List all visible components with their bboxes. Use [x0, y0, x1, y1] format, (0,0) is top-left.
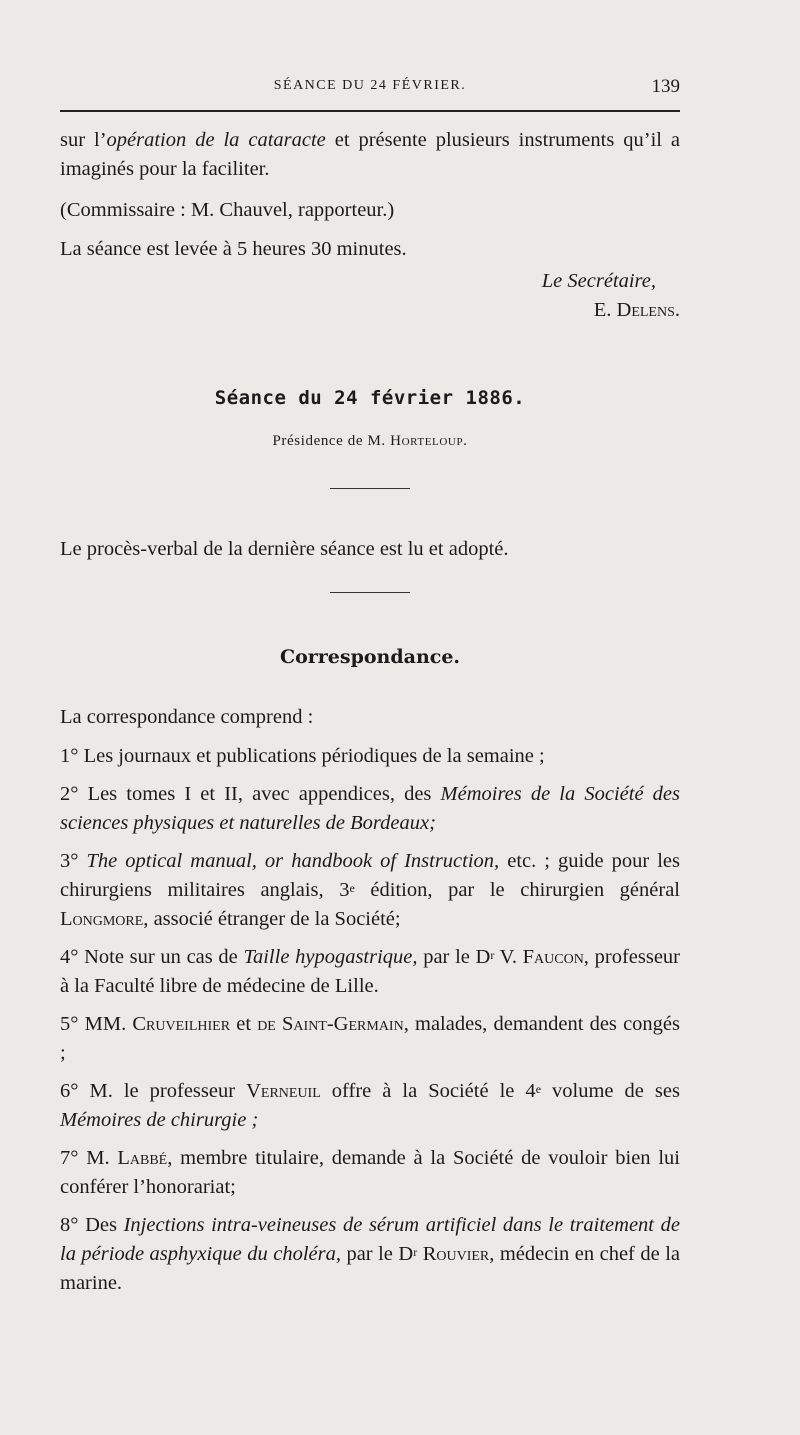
text-run: sur l’ — [60, 129, 107, 151]
item-number: 1° — [60, 745, 79, 767]
secretaire-label — [60, 267, 680, 296]
page-number: 139 — [651, 76, 680, 97]
paragraph-levee: La séance est levée à 5 heures 30 minutes. — [60, 238, 407, 260]
president-name: Horteloup. — [390, 433, 468, 449]
list-item — [60, 943, 680, 1001]
section-divider — [330, 488, 410, 489]
text-run: par le D — [340, 1243, 414, 1265]
text-run: Note sur un cas de — [78, 946, 244, 968]
text-run: Des — [78, 1214, 124, 1236]
person-name: Longmore, — [60, 908, 149, 930]
text-run: membre titulaire, demande à la Société de vouloir bien lui conférer l’honorariat; — [60, 1147, 680, 1198]
text-run: édition, par le chirurgien général — [354, 879, 680, 901]
person-name: Rouvier, — [422, 1243, 495, 1265]
list-item — [60, 780, 680, 838]
person-name: de Saint-Germain, — [257, 1013, 409, 1035]
page-header — [60, 76, 680, 100]
italic-run: Mémoires de chirurgie ; — [60, 1109, 259, 1131]
item-number: 6° — [60, 1080, 79, 1102]
text-run: Les tomes I et II, avec appendices, des — [78, 783, 441, 805]
page-body — [60, 126, 680, 1298]
text-run: offre à la Société le 4 — [320, 1080, 536, 1102]
superscript: e — [349, 881, 355, 895]
item-number: 2° — [60, 783, 79, 805]
italic-run: Injections intra-veineuses de sérum artificiel dans le traitement de la période asphyxique du choléra, — [60, 1214, 680, 1265]
text-run: médecin en chef de la marine. — [60, 1243, 680, 1294]
session-title: Séance du 24 février 1886. — [214, 387, 526, 409]
list-item — [60, 1077, 680, 1135]
item-number: 8° — [60, 1214, 79, 1236]
text-run: et présente plusieurs instruments qu’il a imaginés pour la faciliter. — [60, 129, 681, 180]
text-run: associé étranger de la Société; — [148, 908, 401, 930]
list-item — [60, 1211, 680, 1298]
italic-run: Le Secrétaire, — [541, 270, 656, 292]
text-run: MM. — [78, 1013, 133, 1035]
superscript: e — [535, 1082, 542, 1096]
item-number: 4° — [60, 946, 79, 968]
section-divider — [330, 592, 410, 593]
person-name: Cruveilhier — [132, 1013, 231, 1035]
list-item — [60, 742, 680, 771]
italic-run: opération de la cataracte — [106, 129, 326, 151]
text-run: Les journaux et publications périodiques de la semaine ; — [78, 745, 545, 767]
text-run: E. — [593, 299, 617, 321]
italic-run: Mémoires de la Société des sciences physiques et naturelles de Bordeaux; — [60, 783, 680, 834]
text-run: volume de ses — [541, 1080, 680, 1102]
superscript: r — [413, 1245, 418, 1259]
person-name: Labbé, — [117, 1147, 173, 1169]
text-run: malades, demandent des congés ; — [60, 1013, 680, 1064]
item-number: 5° — [60, 1013, 79, 1035]
paragraph-cataracte — [60, 126, 680, 184]
italic-run: Taille hypogastrique, — [243, 946, 418, 968]
text-run: etc. ; guide pour les chirurgiens militaires anglais, 3 — [60, 850, 681, 901]
secretaire-signature — [60, 296, 680, 325]
text-run: et — [230, 1013, 258, 1035]
person-name: Faucon, — [522, 946, 589, 968]
correspondance-intro: La correspondance comprend : — [60, 706, 314, 728]
text-run: M. le professeur — [78, 1080, 247, 1102]
text-run: M. — [78, 1147, 118, 1169]
person-name: Verneuil — [246, 1080, 321, 1102]
signature-name: Delens. — [616, 299, 680, 321]
text-run: professeur à la Faculté libre de médecine de Lille. — [60, 946, 680, 997]
list-item — [60, 1144, 680, 1202]
italic-run: The optical manual, or handbook of Instruction, — [86, 850, 500, 872]
text-run: V. — [494, 946, 523, 968]
text-run: Présidence de M. — [272, 433, 391, 449]
item-number: 3° — [60, 850, 79, 872]
list-item — [60, 847, 680, 934]
presidence-line — [60, 427, 680, 456]
paragraph-proces-verbal: Le procès-verbal de la dernière séance est lu et adopté. — [60, 538, 509, 560]
header-rule — [60, 110, 680, 112]
superscript: r — [490, 948, 495, 962]
section-title-correspondance: Correspondance. — [279, 646, 461, 668]
running-head: SÉANCE DU 24 FÉVRIER. — [273, 78, 467, 93]
item-number: 7° — [60, 1147, 79, 1169]
paragraph-commissaire: (Commissaire : M. Chauvel, rapporteur.) — [60, 199, 395, 221]
list-item — [60, 1010, 680, 1068]
text-run: par le D — [417, 946, 491, 968]
correspondance-list — [60, 742, 680, 1298]
